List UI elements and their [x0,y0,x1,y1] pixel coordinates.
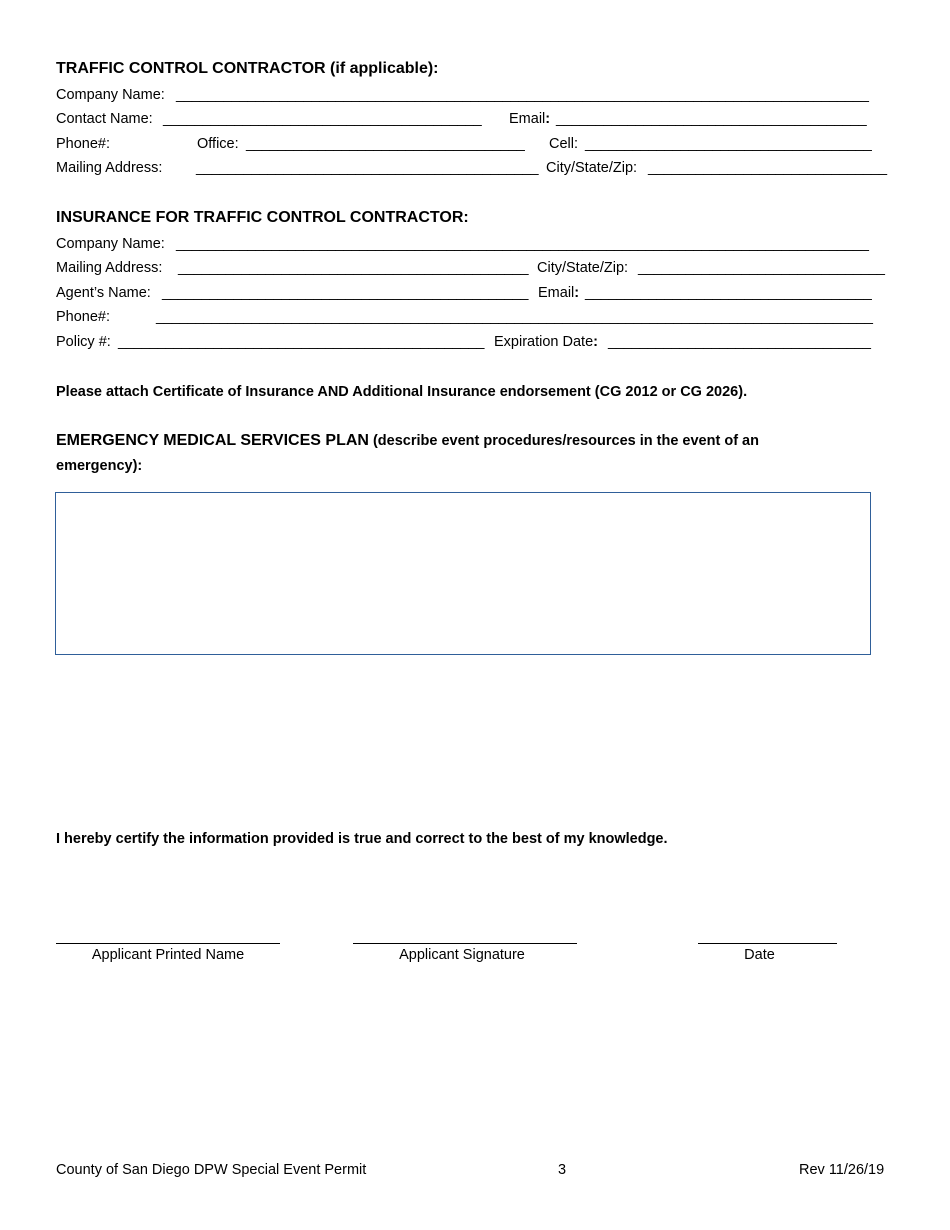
insurance-agent-row [56,285,894,305]
traffic-contact-name-field[interactable]: ________________________________________ [163,111,482,127]
insurance-city-state-zip-label: City/State/Zip: [537,260,629,276]
insurance-city-state-zip-field[interactable]: _______________________________ [638,260,885,276]
insurance-company-row [56,236,894,256]
traffic-office-phone-field[interactable]: ___________________________________ [246,136,525,152]
ems-plan-heading [56,432,759,450]
footer-revision-date: Rev 11/26/19 [799,1162,885,1178]
insurance-mailing-row [56,260,894,280]
insurance-policy-number-field[interactable]: ______________________________________________ [118,334,485,350]
traffic-city-state-zip-field[interactable]: ______________________________ [648,160,887,176]
ems-plan-heading-desc: (describe event procedures/resources in the event of an [368,433,759,449]
insurance-phone-row [56,309,894,329]
insurance-mailing-address-field[interactable]: ____________________________________________ [178,260,529,276]
printed-name-line[interactable] [56,943,280,944]
insurance-agent-name-label: Agent’s Name: [56,285,151,301]
signature-line[interactable] [353,943,577,944]
traffic-cell-phone-field[interactable]: ____________________________________ [585,136,872,152]
traffic-contact-name-label: Contact Name: [56,111,153,127]
traffic-city-state-zip-label: City/State/Zip: [546,160,638,176]
insurance-mailing-address-label: Mailing Address: [56,260,163,276]
ems-plan-heading-main: EMERGENCY MEDICAL SERVICES PLAN [56,432,369,449]
printed-name-caption: Applicant Printed Name [91,947,245,963]
insurance-agent-name-field[interactable]: ______________________________________________ [162,285,529,301]
insurance-email-field[interactable]: ____________________________________ [585,285,872,301]
traffic-email-label: Email: [509,111,551,127]
insurance-policy-number-label: Policy #: [56,334,111,350]
insurance-heading: INSURANCE FOR TRAFFIC CONTROL CONTRACTOR: [56,209,469,226]
insurance-email-label: Email: [538,285,580,301]
insurance-policy-row [56,334,894,354]
traffic-company-name-field[interactable]: _______________________________________________________________________________________ [176,87,869,103]
date-line[interactable] [698,943,837,944]
ems-plan-text-box[interactable] [55,492,871,655]
traffic-phone-row [56,136,894,156]
traffic-contractor-heading: TRAFFIC CONTROL CONTRACTOR (if applicable): [56,60,439,77]
ems-plan-heading-desc-cont: emergency): [56,458,143,474]
certification-statement: I hereby certify the information provided is true and correct to the best of my knowledge. [56,831,668,847]
insurance-company-name-label: Company Name: [56,236,165,252]
traffic-mailing-address-field[interactable]: ___________________________________________ [196,160,539,176]
footer-document-title: County of San Diego DPW Special Event Permit [56,1162,367,1178]
insurance-expiration-date-field[interactable]: _________________________________ [608,334,871,350]
traffic-cell-label: Cell: [549,136,579,152]
insurance-expiration-date-label: Expiration Date: [494,334,598,350]
traffic-office-label: Office: [197,136,239,152]
date-caption: Date [744,947,775,963]
signature-caption: Applicant Signature [399,947,525,963]
insurance-phone-label: Phone#: [56,309,111,325]
traffic-email-field[interactable]: _______________________________________ [556,111,867,127]
traffic-phone-label: Phone#: [56,136,111,152]
insurance-phone-field[interactable]: __________________________________________________________________________________________ [156,309,873,325]
attach-certificate-notice: Please attach Certificate of Insurance AND Additional Insurance endorsement (CG 2012 or CG 2026). [56,384,748,400]
traffic-mailing-row [56,160,894,180]
traffic-mailing-address-label: Mailing Address: [56,160,163,176]
traffic-company-row [56,87,894,107]
traffic-contact-row [56,111,894,131]
traffic-company-name-label: Company Name: [56,87,165,103]
footer-page-number: 3 [558,1162,567,1178]
insurance-company-name-field[interactable]: _______________________________________________________________________________________ [176,236,869,252]
